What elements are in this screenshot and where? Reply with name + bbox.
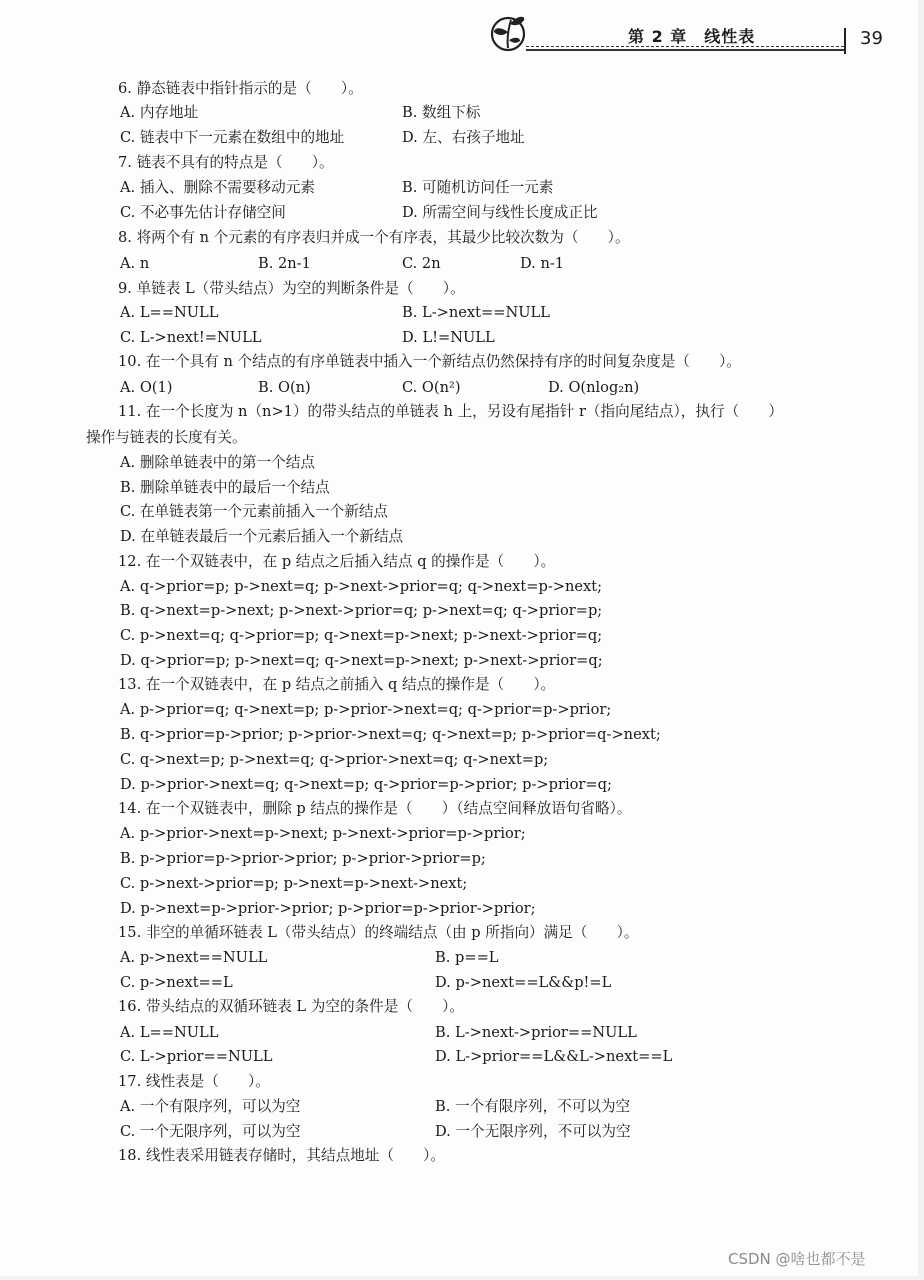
option: B. p->prior=p->prior->prior; p->prior->prior=p; (120, 850, 486, 867)
question-stem: 9. 单链表 L（带头结点）为空的判断条件是（ ）。 (118, 280, 465, 297)
option: A. p->prior->next=p->next; p->next->prior=p->prior; (120, 825, 526, 842)
option: A. p->prior=q; q->next=p; p->prior->next=q; q->prior=p->prior; (120, 701, 612, 718)
option: B. 数组下标 (402, 104, 481, 121)
option: D. 左、右孩子地址 (402, 129, 525, 146)
question-stem: 14. 在一个双链表中，删除 p 结点的操作是（ ）（结点空间释放语句省略）。 (118, 800, 632, 817)
leaf-emblem-icon (488, 10, 528, 52)
option: C. O(n²) (402, 379, 461, 396)
question-stem: 17. 线性表是（ ）。 (118, 1073, 270, 1090)
option: C. 一个无限序列，可以为空 (120, 1123, 301, 1140)
option: A. L==NULL (120, 1024, 219, 1041)
question-stem: 16. 带头结点的双循环链表 L 为空的条件是（ ）。 (118, 998, 464, 1015)
option: B. p==L (435, 949, 499, 966)
option: A. 一个有限序列，可以为空 (120, 1098, 301, 1115)
option: A. p->next==NULL (120, 949, 268, 966)
option: C. L->next!=NULL (120, 329, 262, 346)
option: D. 在单链表最后一个元素后插入一个新结点 (120, 528, 404, 545)
option: A. L==NULL (120, 304, 219, 321)
option: D. p->next=p->prior->prior; p->prior=p->prior->prior; (120, 900, 536, 917)
option: C. 2n (402, 255, 441, 272)
question-stem: 12. 在一个双链表中，在 p 结点之后插入结点 q 的操作是（ ）。 (118, 553, 556, 570)
question-stem: 7. 链表不具有的特点是（ ）。 (118, 154, 334, 171)
question-stem: 11. 在一个长度为 n（n>1）的带头结点的单链表 h 上，另设有尾指针 r（指向尾结点），执行（ ） (118, 403, 783, 420)
option: D. 一个无限序列，不可以为空 (435, 1123, 631, 1140)
option: B. 2n-1 (258, 255, 311, 272)
option: D. O(nlog₂n) (548, 379, 640, 396)
question-stem: 13. 在一个双链表中，在 p 结点之前插入 q 结点的操作是（ ）。 (118, 676, 556, 693)
question-stem: 18. 线性表采用链表存储时，其结点地址（ ）。 (118, 1147, 446, 1164)
option: A. n (120, 255, 150, 272)
page-number: 39 (860, 28, 883, 49)
option: B. q->prior=p->prior; p->prior->next=q; q->next=p; p->prior=q->next; (120, 726, 661, 743)
option: C. q->next=p; p->next=q; q->prior->next=q; q->next=p; (120, 751, 549, 768)
option: A. q->prior=p; p->next=q; p->next->prior=q; q->next=p->next; (120, 578, 603, 595)
option: B. L->next->prior==NULL (435, 1024, 637, 1041)
option: C. p->next=q; q->prior=p; q->next=p->next; p->next->prior=q; (120, 627, 603, 644)
option: D. L->prior==L&&L->next==L (435, 1048, 673, 1065)
header-divider (844, 28, 846, 54)
question-stem: 6. 静态链表中指针指示的是（ ）。 (118, 80, 363, 97)
option: C. 不必事先估计存储空间 (120, 204, 286, 221)
option: C. L->prior==NULL (120, 1048, 273, 1065)
option: D. n-1 (520, 255, 565, 272)
option: C. 链表中下一元素在数组中的地址 (120, 129, 345, 146)
option: A. 内存地址 (120, 104, 199, 121)
header-rule-solid (526, 49, 844, 51)
option: B. q->next=p->next; p->next->prior=q; p->next=q; q->prior=p; (120, 602, 603, 619)
option: C. p->next==L (120, 974, 233, 991)
option: B. O(n) (258, 379, 311, 396)
option: D. q->prior=p; p->next=q; q->next=p->next; p->next->prior=q; (120, 652, 603, 669)
option: C. p->next->prior=p; p->next=p->next->next; (120, 875, 468, 892)
option: B. 一个有限序列，不可以为空 (435, 1098, 631, 1115)
option: D. p->prior->next=q; q->next=p; q->prior=p->prior; p->prior=q; (120, 776, 612, 793)
option: A. O(1) (120, 379, 173, 396)
chapter-title: 第 2 章 线性表 (628, 27, 756, 46)
question-stem-continued: 操作与链表的长度有关。 (86, 429, 247, 446)
page-header (486, 6, 906, 58)
option: B. 删除单链表中的最后一个结点 (120, 479, 330, 496)
option: A. 删除单链表中的第一个结点 (120, 454, 315, 471)
option: D. 所需空间与线性长度成正比 (402, 204, 598, 221)
option: A. 插入、删除不需要移动元素 (120, 179, 315, 196)
option: D. p->next==L&&p!=L (435, 974, 612, 991)
question-stem: 8. 将两个有 n 个元素的有序表归并成一个有序表，其最少比较次数为（ ）。 (118, 229, 630, 246)
question-stem: 10. 在一个具有 n 个结点的有序单链表中插入一个新结点仍然保持有序的时间复杂度是（ ）。 (118, 353, 741, 370)
option: D. L!=NULL (402, 329, 495, 346)
option: B. L->next==NULL (402, 304, 550, 321)
watermark: CSDN @啥也都不是 (728, 1250, 866, 1268)
option: B. 可随机访问任一元素 (402, 179, 554, 196)
question-stem: 15. 非空的单循环链表 L（带头结点）的终端结点（由 p 所指向）满足（ ）。 (118, 924, 639, 941)
option: C. 在单链表第一个元素前插入一个新结点 (120, 503, 389, 520)
